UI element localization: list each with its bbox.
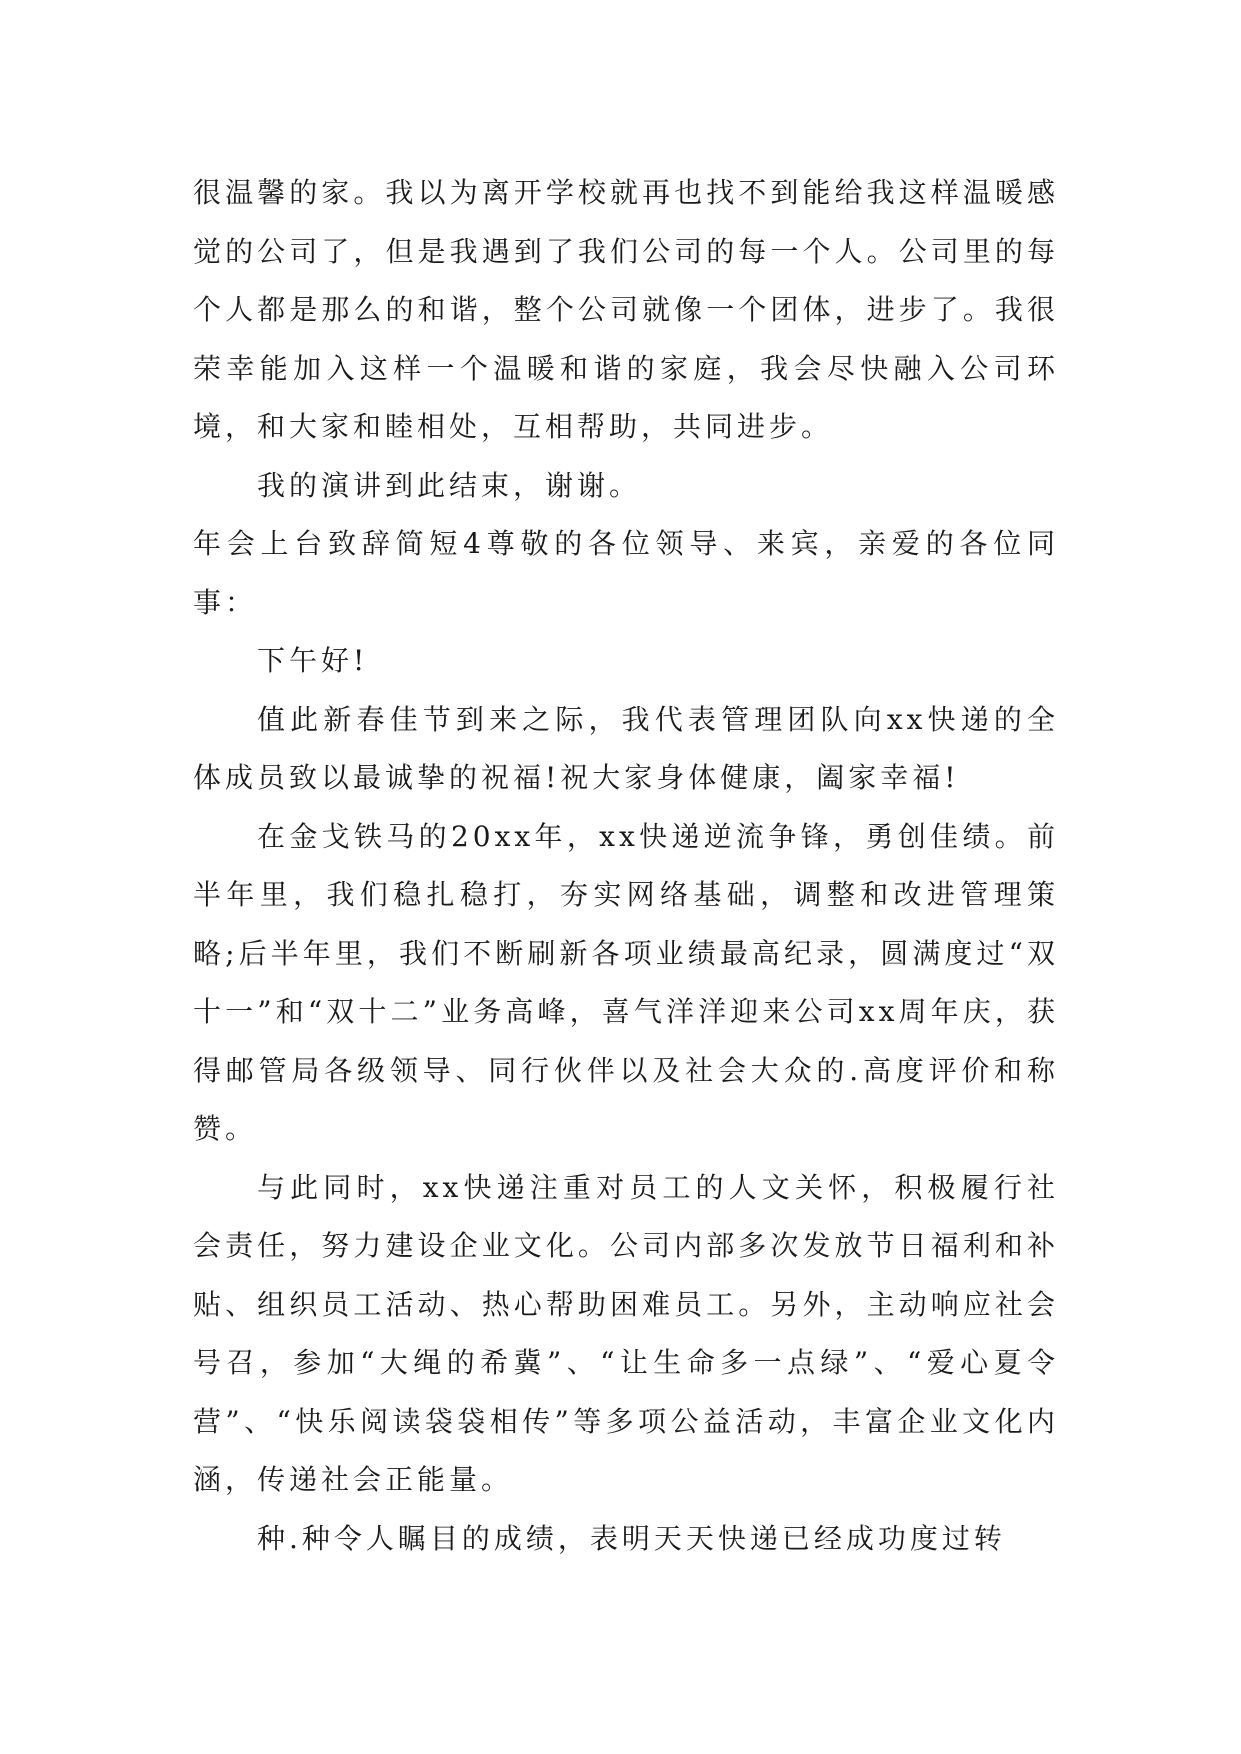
paragraph-6: 在金戈铁马的20xx年，xx快递逆流争锋，勇创佳绩。前半年里，我们稳扎稳打，夯实网络基础，调整和改进管理策略;后半年里，我们不断刷新各项业绩最高纪录，圆满度过“双十一”和“双十二”业务高峰，喜气洋洋迎来公司xx周年庆，获得邮管局各级领导、同行伙伴以及社会大众的.高度评价和称赞。 (193, 819, 1059, 1145)
paragraph-1: 很温馨的家。我以为离开学校就再也找不到能给我这样温暖感觉的公司了，但是我遇到了我们公司的每一个人。公司里的每个人都是那么的和谐，整个公司就像一个团体，进步了。我很荣幸能加入这样一个温暖和谐的家庭，我会尽快融入公司环境，和大家和睦相处，互相帮助，共同进步。 (193, 176, 1059, 443)
paragraph-8: 种.种令人瞩目的成绩，表明天天快递已经成功度过转 (257, 1521, 1006, 1555)
paragraph-5: 值此新春佳节到来之际，我代表管理团队向xx快递的全体成员致以最诚挚的祝福!祝大家身体健康，阖家幸福! (193, 702, 1059, 794)
paragraph-7: 与此同时，xx快递注重对员工的人文关怀，积极履行社会责任，努力建设企业文化。公司内部多次发放节日福利和补贴、组织员工活动、热心帮助困难员工。另外，主动响应社会号召，参加“大绳的希冀”、“让生命多一点绿”、“爱心夏令营”、“快乐阅读袋袋相传”等多项公益活动，丰富企业文化内涵，传递社会正能量。 (193, 1170, 1059, 1496)
paragraph-4-greeting: 下午好! (257, 644, 369, 677)
paragraph-2: 我的演讲到此结束，谢谢。 (257, 468, 642, 502)
paragraph-3-heading: 年会上台致辞简短4尊敬的各位领导、来宾，亲爱的各位同事： (193, 527, 1059, 619)
document-body (193, 164, 1059, 1568)
